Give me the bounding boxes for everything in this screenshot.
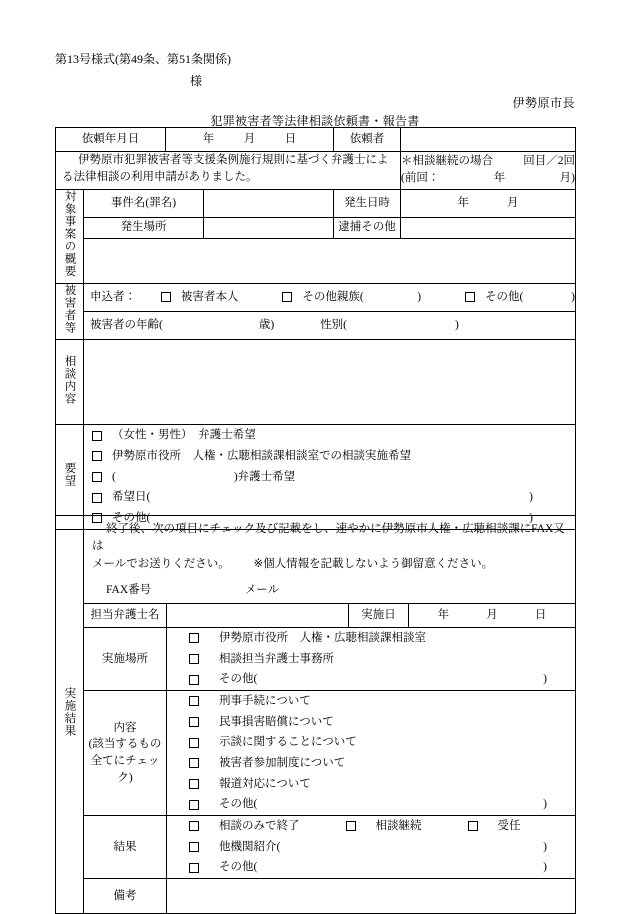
checkbox-outcome-referral[interactable]	[189, 842, 199, 852]
requester-label: 依頼者	[334, 128, 401, 152]
victim-gender-label: 性別(	[320, 319, 348, 332]
continuation-info[interactable]	[401, 151, 576, 189]
table-row-remarks	[56, 879, 576, 914]
form-number: 第13号様式(第49条、第51条関係)	[55, 52, 231, 66]
application-table	[55, 127, 576, 530]
applicant-option-0-label: 被害者本人	[180, 291, 239, 304]
table-row-consult-topics	[56, 691, 576, 816]
table-row-instructions	[56, 516, 576, 604]
table-row-lawyer	[56, 604, 576, 628]
table-row-case-name	[56, 189, 576, 217]
consult-topics-label-line1: 内容	[113, 721, 137, 734]
request-options[interactable]	[84, 425, 576, 529]
applicant-option-2-close: )	[571, 291, 575, 304]
continuation-year: 年	[493, 172, 506, 185]
age-gender-fields[interactable]	[84, 312, 576, 340]
content-item-3-label: 被害者参加制度について	[219, 757, 346, 770]
table-row-outcome	[56, 816, 576, 879]
outcome-inline-2-label: 受任	[497, 820, 521, 833]
place-item-2-close: )	[543, 673, 547, 686]
case-name-value[interactable]	[204, 189, 334, 217]
content-item-2-label: 示談に関することについて	[219, 736, 357, 749]
remarks-value[interactable]	[167, 879, 576, 914]
statement-text	[56, 151, 401, 189]
table-row-consultation	[56, 340, 576, 425]
content-item-1-label: 民事損害賠償について	[219, 715, 334, 728]
section-label-victim: 被害者等	[56, 283, 84, 340]
mail-label: メール	[244, 583, 280, 596]
checkbox-outcome-accepted[interactable]	[468, 821, 478, 831]
checkbox-place-city-hall[interactable]	[189, 633, 199, 643]
page-title: 犯罪被害者等法律相談依頼書・報告書	[210, 114, 420, 128]
remarks-label: 備考	[84, 879, 167, 914]
table-row-statement	[56, 151, 576, 189]
case-name-label: 事件名(罪名)	[84, 189, 204, 217]
outcome-item-1-close: )	[543, 861, 547, 874]
checkbox-city-hall-room[interactable]	[92, 451, 102, 461]
request-item-2-mid: )弁護士希望	[233, 470, 296, 483]
checkbox-topic-settlement[interactable]	[189, 738, 199, 748]
impl-month: 月	[486, 609, 498, 622]
table-row-case-summary	[56, 238, 576, 283]
consult-topics-label-line4: ク)	[117, 771, 133, 784]
checkbox-outcome-continue[interactable]	[346, 821, 356, 831]
lawyer-name-label: 担当弁護士名	[84, 604, 167, 628]
consult-topics-label-line3: 全てにチェッ	[90, 755, 160, 768]
checkbox-place-lawyer-office[interactable]	[189, 654, 199, 664]
statement-line1: 伊勢原市犯罪被害者等支援条例施行規則に基づく弁護士によ	[78, 153, 389, 166]
checkbox-topic-media-response[interactable]	[189, 779, 199, 789]
continuation-month: 月)	[559, 172, 575, 185]
section-label-requests: 要望	[56, 425, 84, 529]
checkbox-other-relative[interactable]	[282, 292, 292, 302]
place-item-1-label: 相談担当弁護士事務所	[219, 652, 334, 665]
victim-age-label: 被害者の年齢(	[90, 319, 163, 332]
request-item-0-label: （女性・男性） 弁護士希望	[112, 429, 256, 442]
checkbox-place-other[interactable]	[189, 675, 199, 685]
outcome-label: 結果	[84, 816, 167, 879]
day-label: 日	[284, 133, 297, 145]
occurrence-place-value[interactable]	[204, 217, 334, 238]
checkbox-topic-civil-damages[interactable]	[189, 717, 199, 727]
arrest-status-value[interactable]	[401, 217, 576, 238]
applicant-option-1-close: )	[417, 291, 422, 304]
table-row-implementation-place	[56, 628, 576, 691]
outcome-item-0-label: 他機関紹介(	[219, 840, 281, 853]
victim-age-unit: 歳)	[258, 319, 275, 332]
request-item-4-label: その他(	[112, 512, 151, 525]
lawyer-name-value[interactable]	[167, 604, 349, 628]
checkbox-lawyer-gender-pref[interactable]	[92, 431, 102, 441]
request-item-3-label: 希望日(	[112, 491, 151, 504]
requester-value[interactable]	[401, 128, 576, 152]
occurrence-place-label: 発生場所	[84, 217, 204, 238]
arrest-status-label: 逮捕その他	[334, 217, 401, 238]
checkbox-victim-self[interactable]	[161, 292, 171, 302]
case-summary-value[interactable]	[84, 238, 576, 283]
section-label-case-overview: 対象事案の概要	[56, 189, 84, 283]
statement-line2: る法律相談の利用申請がありました。	[62, 170, 258, 183]
content-item-4-label: 報道対応について	[219, 777, 311, 790]
instruction-note	[84, 516, 576, 604]
applicant-option-2-label: その他(	[485, 291, 524, 304]
request-item-2-label: (	[112, 470, 116, 483]
checkbox-topic-criminal-procedure[interactable]	[189, 696, 199, 706]
consultation-content-value[interactable]	[84, 340, 576, 425]
year-label: 年	[202, 133, 215, 145]
table-row-request-date	[56, 128, 576, 152]
result-table	[55, 515, 576, 914]
content-item-5-label: その他(	[219, 798, 258, 811]
checkbox-specific-lawyer[interactable]	[92, 472, 102, 482]
request-item-4-close: )	[529, 512, 533, 525]
consult-topics-label	[84, 691, 167, 816]
continuation-label: ＊相談継続の場合	[401, 155, 493, 168]
content-item-5-close: )	[543, 798, 547, 811]
table-row-requests	[56, 425, 576, 529]
request-item-1-label: 伊勢原市役所 人権・広聴相談課相談室での相談実施希望	[112, 450, 411, 463]
occurred-month: 月	[507, 196, 519, 209]
impl-day: 日	[534, 609, 547, 622]
applicant-options[interactable]	[84, 283, 576, 311]
occurred-datetime-label: 発生日時	[334, 189, 401, 217]
victim-gender-close: )	[455, 319, 459, 332]
implementation-date-value[interactable]	[409, 604, 576, 628]
note-line2: メールでお送りください。	[92, 557, 230, 570]
place-item-0-label: 伊勢原市役所 人権・広聴相談課相談室	[219, 632, 426, 645]
occurred-year: 年	[457, 196, 469, 209]
applicant-option-1-label: その他親族(	[302, 291, 364, 304]
section-label-consultation: 相談内容	[56, 340, 84, 425]
outcome-inline-1-label: 相談継続	[375, 820, 422, 833]
outcome-inline-0-label: 相談のみで終了	[219, 820, 300, 833]
outcome-item-1-label: その他(	[219, 861, 258, 874]
month-label: 月	[243, 133, 256, 145]
place-item-2-label: その他(	[219, 673, 258, 686]
impl-year: 年	[437, 609, 450, 622]
note-line1: 終了後、次の項目にチェック及び記載をし、速やかに伊勢原市人権・広聴相談課にFAX又は	[92, 523, 565, 553]
consult-topics-label-line2: (該当するもの	[88, 738, 162, 751]
checkbox-other-applicant[interactable]	[465, 292, 475, 302]
section-label-results: 実施結果	[56, 516, 84, 914]
addressee-suffix: 様	[190, 74, 203, 88]
continuation-count: 回目／2回	[523, 155, 575, 168]
table-row-case-place	[56, 217, 576, 238]
checkbox-topic-victim-participation[interactable]	[189, 758, 199, 768]
implementation-place-options[interactable]	[167, 628, 576, 691]
request-date-field[interactable]	[166, 128, 334, 152]
occurred-datetime-value[interactable]	[401, 189, 576, 217]
continuation-prev-label: (前回：	[401, 172, 440, 185]
applicant-label: 申込者：	[90, 291, 136, 304]
outcome-item-0-close: )	[543, 840, 547, 853]
table-row-age-gender	[56, 312, 576, 340]
consult-topics-options[interactable]	[167, 691, 576, 816]
fax-number-label: FAX番号	[106, 583, 152, 596]
checkbox-outcome-consult-only[interactable]	[189, 821, 199, 831]
note-line2-suffix: ※個人情報を記載しないよう御留意ください。	[253, 557, 494, 570]
request-item-3-close: )	[529, 491, 533, 504]
implementation-date-label: 実施日	[349, 604, 409, 628]
checkbox-outcome-other[interactable]	[189, 863, 199, 873]
table-row-applicant	[56, 283, 576, 311]
issuer-name: 伊勢原市長	[512, 96, 575, 110]
checkbox-topic-other[interactable]	[189, 800, 199, 810]
outcome-options[interactable]	[167, 816, 576, 879]
content-item-0-label: 刑事手続について	[219, 695, 311, 708]
implementation-place-label: 実施場所	[84, 628, 167, 691]
request-date-label: 依頼年月日	[56, 128, 166, 152]
checkbox-preferred-date[interactable]	[92, 493, 102, 503]
